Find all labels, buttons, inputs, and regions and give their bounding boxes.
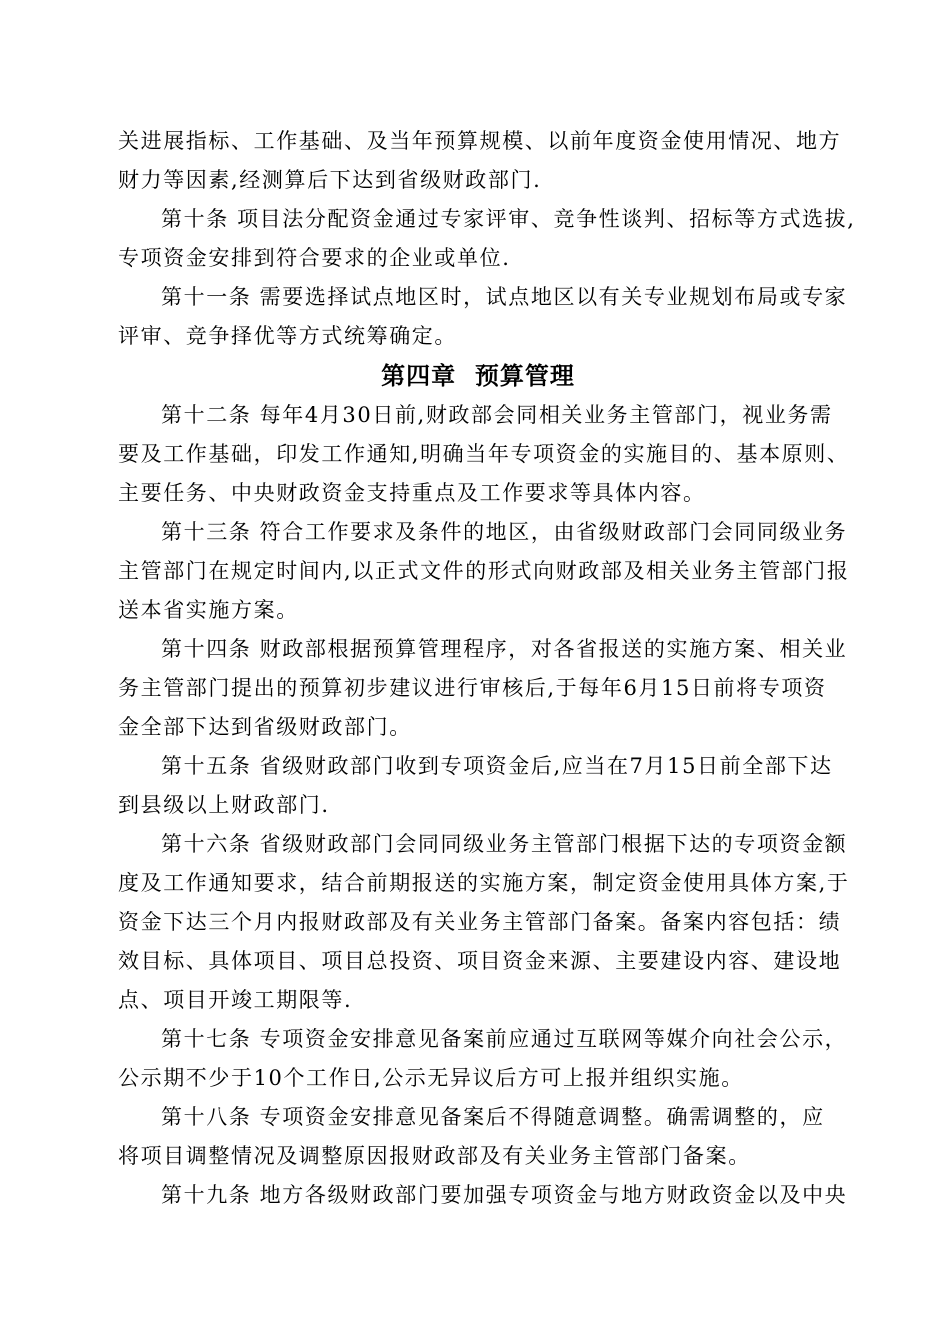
paragraph-line: 关进展指标、工作基础、及当年预算规模、以前年度资金使用情况、地方	[118, 129, 842, 153]
paragraph-line: 第十四条 财政部根据预算管理程序，对各省报送的实施方案、相关业	[161, 637, 848, 661]
paragraph-line: 送本省实施方案。	[118, 598, 299, 622]
paragraph-line: 第十七条 专项资金安排意见备案前应通过互联网等媒介向社会公示，	[161, 1027, 848, 1051]
paragraph-line: 要及工作基础，印发工作通知,明确当年专项资金的实施目的、基本原则、	[118, 442, 850, 466]
paragraph	[118, 200, 856, 278]
paragraph	[118, 1020, 848, 1098]
paragraph-line: 将项目调整情况及调整原因报财政部及有关业务主管部门备案。	[118, 1144, 751, 1168]
paragraph	[118, 513, 850, 630]
paragraph-line: 度及工作通知要求，结合前期报送的实施方案，制定资金使用具体方案,于	[118, 871, 850, 895]
paragraph-line: 第十一条 需要选择试点地区时，试点地区以有关专业规划布局或专家	[161, 285, 848, 309]
paragraph	[118, 747, 838, 825]
paragraph	[118, 1176, 848, 1215]
text-block-after-chapter	[118, 396, 850, 1215]
document-page	[118, 122, 856, 1215]
paragraph-line: 第十二条 每年4月30日前,财政部会同相关业务主管部门，视业务需	[161, 403, 833, 427]
paragraph	[118, 1098, 838, 1176]
paragraph	[118, 396, 850, 513]
paragraph-line: 主要任务、中央财政资金支持重点及工作要求等具体内容。	[118, 481, 706, 505]
paragraph-line: 金全部下达到省级财政部门。	[118, 715, 412, 739]
paragraph-line: 到县级以上财政部门.	[118, 793, 330, 817]
paragraph-line: 评审、竞争择优等方式统筹确定。	[118, 324, 457, 348]
paragraph-line: 效目标、具体项目、项目总投资、项目资金来源、主要建设内容、建设地	[118, 949, 842, 973]
paragraph	[118, 825, 850, 1020]
paragraph-line: 第十三条 符合工作要求及条件的地区，由省级财政部门会同同级业务	[161, 520, 848, 544]
paragraph-line: 第十条 项目法分配资金通过专家评审、竞争性谈判、招标等方式选拔,	[161, 207, 856, 231]
paragraph-line: 第十六条 省级财政部门会同同级业务主管部门根据下达的专项资金额	[161, 832, 848, 856]
paragraph-line: 主管部门在规定时间内,以正式文件的形式向财政部及相关业务主管部门报	[118, 559, 850, 583]
chapter-title: 第四章 预算管理	[381, 362, 575, 390]
paragraph	[118, 630, 848, 747]
text-block-before-chapter	[118, 122, 856, 356]
paragraph-line: 第十五条 省级财政部门收到专项资金后,应当在7月15日前全部下达	[161, 754, 833, 778]
paragraph-line: 资金下达三个月内报财政部及有关业务主管部门备案。备案内容包括：绩	[118, 910, 842, 934]
paragraph	[118, 122, 842, 200]
paragraph-line: 点、项目开竣工期限等.	[118, 988, 353, 1012]
paragraph-line: 专项资金安排到符合要求的企业或单位.	[118, 246, 511, 270]
paragraph-line: 务主管部门提出的预算初步建议进行审核后,于每年6月15日前将专项资	[118, 676, 827, 700]
paragraph	[118, 278, 848, 356]
paragraph-line: 财力等因素,经测算后下达到省级财政部门.	[118, 168, 542, 192]
paragraph-line: 公示期不少于10个工作日,公示无异议后方可上报并组织实施。	[118, 1066, 744, 1090]
paragraph-line: 第十九条 地方各级财政部门要加强专项资金与地方财政资金以及中央	[161, 1183, 848, 1207]
paragraph-line: 第十八条 专项资金安排意见备案后不得随意调整。确需调整的，应	[161, 1105, 825, 1129]
